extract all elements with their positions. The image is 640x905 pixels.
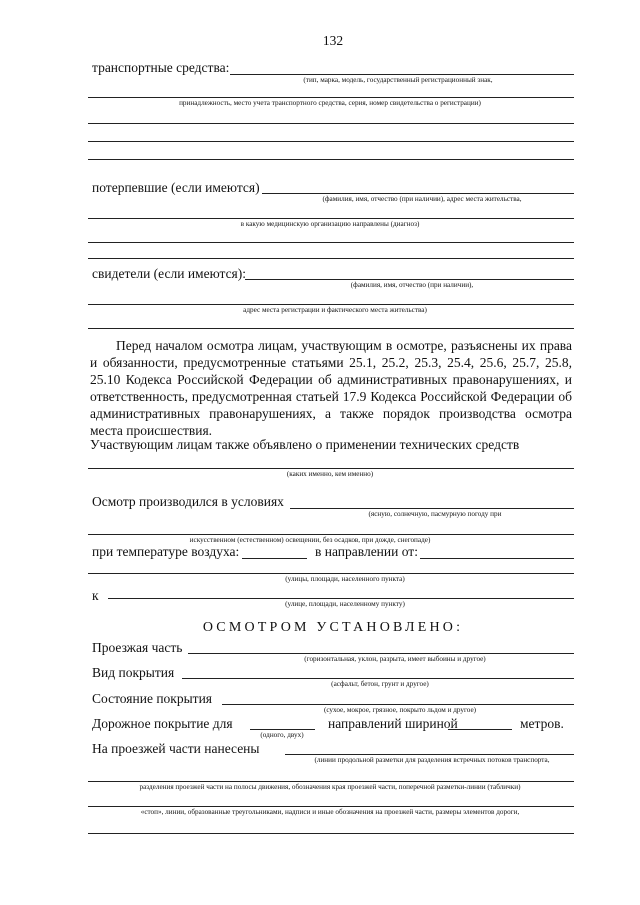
roadway-hint: (горизонтальная, уклон, разрыта, имеет выбоины и другое) — [304, 655, 486, 663]
vehicles-line-3[interactable] — [88, 123, 574, 124]
vehicles-line-5[interactable] — [88, 159, 574, 160]
direction-to-input-line[interactable] — [108, 598, 574, 599]
victims-hint-1: (фамилия, имя, отчество (при наличии), адрес места жительства, — [322, 195, 522, 203]
markings-line-2[interactable] — [88, 781, 574, 782]
victims-line-3[interactable] — [88, 242, 574, 243]
vehicles-hint-2: принадлежность, место учета транспортного средства, серия, номер свидетельства о регистрации) — [179, 99, 481, 107]
witnesses-hint-1: (фамилия, имя, отчество (при наличии), — [350, 281, 474, 289]
markings-line-4[interactable] — [88, 833, 574, 834]
road-for-width-label: направлений шириной — [328, 716, 458, 731]
findings-heading: ОСМОТРОМ УСТАНОВЛЕНО: — [202, 620, 464, 635]
witnesses-hint-2: адрес места регистрации и фактического места жительства) — [243, 306, 427, 314]
victims-hint-2: в какую медицинскую организацию направлены (диагноз) — [240, 220, 420, 228]
vehicles-label: транспортные средства: — [92, 60, 230, 75]
direction-to-hint: (улице, площади, населенному пункту) — [285, 600, 405, 608]
tech-means-hint: (каких именно, кем именно) — [286, 470, 374, 478]
road-for-hint: (одного, двух) — [260, 731, 304, 739]
road-for-directions-input-line[interactable] — [250, 729, 315, 730]
surface-state-input-line[interactable] — [222, 704, 574, 705]
conditions-input-line[interactable] — [290, 508, 574, 509]
surface-state-hint: (сухое, мокрое, грязное, покрыто льдом и другое) — [323, 706, 477, 714]
direction-to-label: к — [92, 588, 99, 603]
tech-means-label: Участвующим лицам также объявлено о применении технических средств — [90, 437, 520, 452]
temperature-input-line[interactable] — [242, 558, 307, 559]
markings-hint-3: «стоп», линии, образованные треугольниками, надписи и иные обозначения на проезжей части, размеры элементов дороги, — [140, 808, 520, 816]
roadway-input-line[interactable] — [188, 653, 574, 654]
direction-from-hint: (улицы, площади, населенного пункта) — [285, 575, 405, 583]
markings-label: На проезжей части нанесены — [92, 741, 260, 756]
victims-input-line[interactable] — [262, 193, 574, 194]
witnesses-line-2[interactable] — [88, 304, 574, 305]
tech-means-line[interactable] — [88, 468, 574, 469]
vehicles-line-2[interactable] — [88, 97, 574, 98]
surface-state-label: Состояние покрытия — [92, 691, 213, 706]
markings-hint-1: (линии продольной разметки для разделения встречных потоков транспорта, — [314, 756, 550, 764]
conditions-line-2[interactable] — [88, 534, 574, 535]
victims-label: потерпевшие (если имеются) — [92, 180, 260, 195]
vehicles-hint-1: (тип, марка, модель, государственный регистрационный знак, — [303, 76, 493, 84]
conditions-hint-1: (ясную, солнечную, пасмурную погоду при — [368, 510, 502, 518]
direction-from-input-line[interactable] — [420, 558, 574, 559]
rights-paragraph: Перед началом осмотра лицам, участвующим в осмотре, разъяснены их права и обязанности, предусмотренные статьями 25.1, 25.2, 25.3, 25.4, 25.6, 25.7, 25.8, 25.10 Кодекса Российской Федерации об административных правонарушениях, и ответственность, предусмотренная статьей 17.9 Кодекса Российской Федерации об административных правонарушениях, а также порядок производства осмотра места происшествия. — [90, 338, 572, 438]
witnesses-label: свидетели (если имеются): — [92, 266, 247, 281]
markings-hint-2: разделения проезжей части на полосы движения, обозначения края проезжей части, поперечной разметки-линии (таблички) — [139, 783, 521, 791]
victims-line-4[interactable] — [88, 258, 574, 259]
direction-from-label: в направлении от: — [315, 544, 418, 559]
vehicles-input-line[interactable] — [230, 74, 574, 75]
direction-from-line-2[interactable] — [88, 573, 574, 574]
road-for-label: Дорожное покрытие для — [92, 716, 233, 731]
markings-input-line[interactable] — [285, 754, 574, 755]
witnesses-input-line[interactable] — [245, 279, 574, 280]
vehicles-line-4[interactable] — [88, 141, 574, 142]
conditions-hint-2: искусственном (естественном) освещении, без осадков, при дожде, снегопаде) — [189, 536, 431, 544]
roadway-label: Проезжая часть — [92, 640, 183, 655]
conditions-label: Осмотр производился в условиях — [92, 494, 284, 509]
road-for-unit: метров. — [520, 716, 564, 731]
markings-line-3[interactable] — [88, 806, 574, 807]
surface-type-input-line[interactable] — [182, 678, 574, 679]
witnesses-line-3[interactable] — [88, 328, 574, 329]
road-for-width-input-line[interactable] — [448, 729, 512, 730]
surface-type-hint: (асфальт, бетон, грунт и другое) — [331, 680, 429, 688]
page-number: 132 — [322, 33, 344, 48]
victims-line-2[interactable] — [88, 218, 574, 219]
temperature-label: при температуре воздуха: — [92, 544, 240, 559]
surface-type-label: Вид покрытия — [92, 665, 175, 680]
